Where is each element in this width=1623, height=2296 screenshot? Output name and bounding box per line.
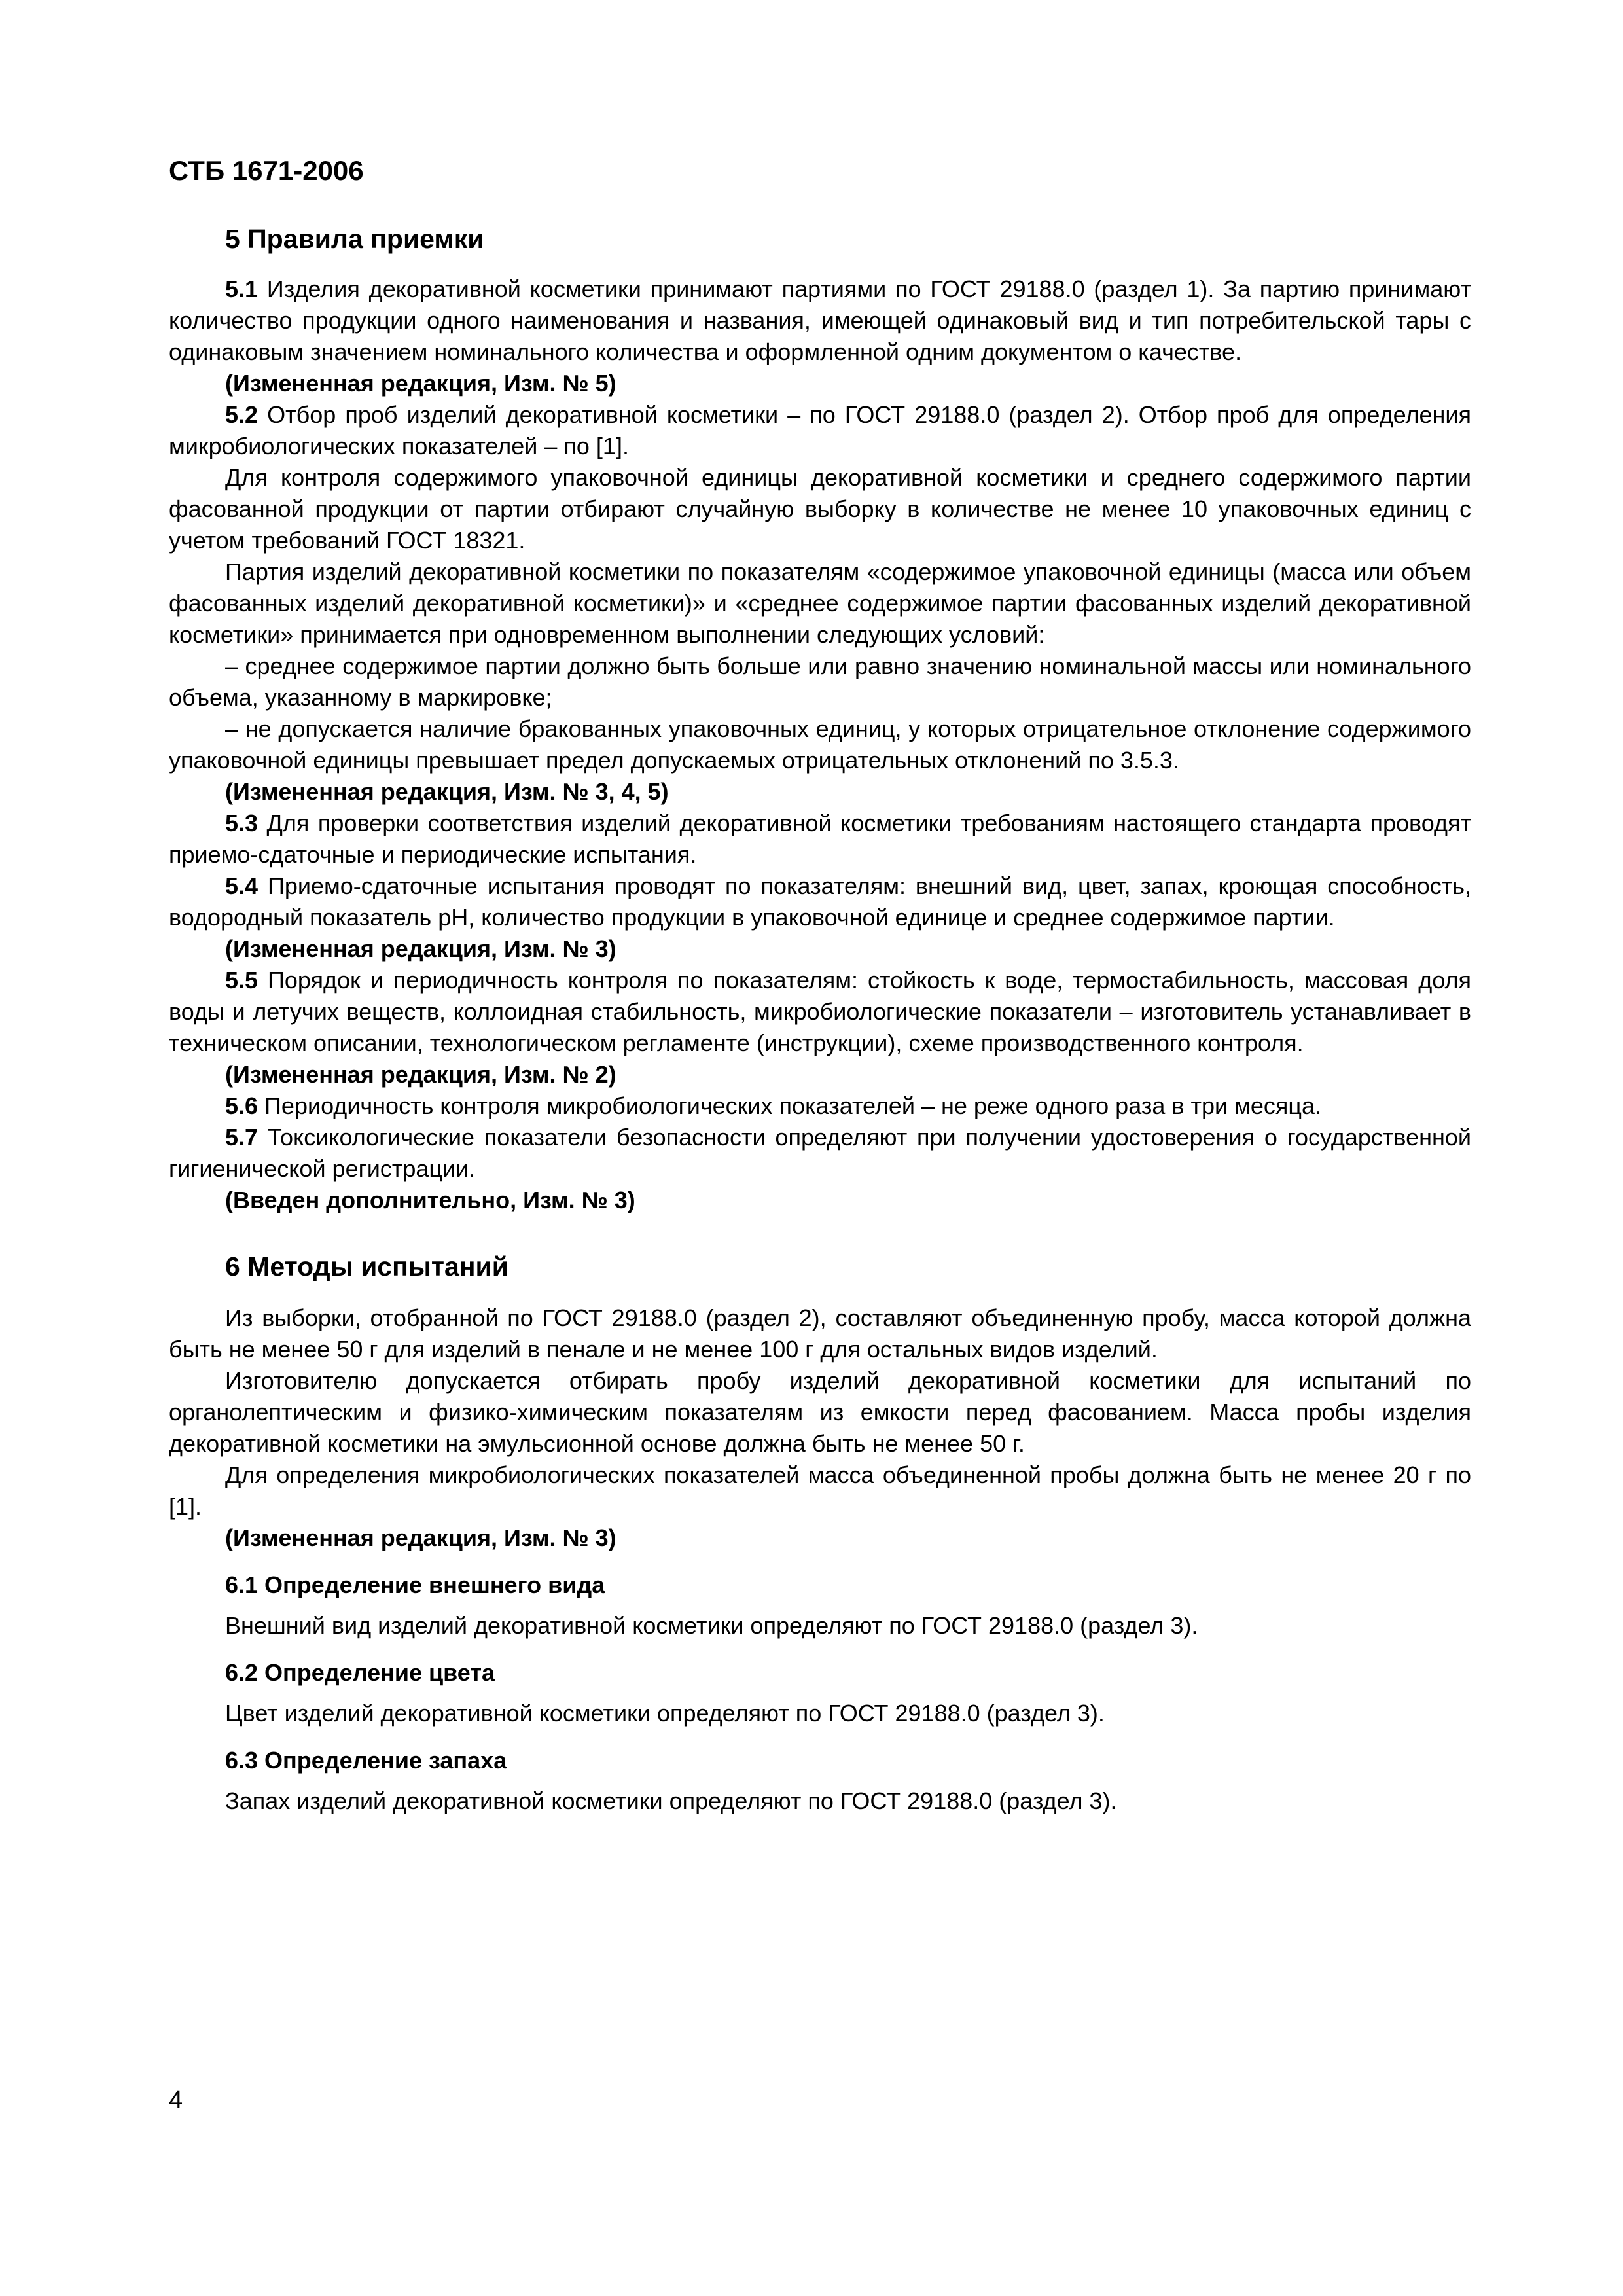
subsection-6-1-text: Внешний вид изделий декоративной косметики определяют по ГОСТ 29188.0 (раздел 3). xyxy=(225,1612,1198,1639)
section-5-heading: 5 Правила приемки xyxy=(225,224,484,254)
paragraph-6-microbio: Для определения микробиологических показателей масса объединенной пробы должна быть не менее 20 г по [1]. xyxy=(169,1462,1471,1520)
subsection-6-2-text: Цвет изделий декоративной косметики определяют по ГОСТ 29188.0 (раздел 3). xyxy=(225,1700,1105,1727)
paragraph-6-sample: Из выборки, отобранной по ГОСТ 29188.0 (раздел 2), составляют объединенную пробу, масса которой должна быть не менее 50 г для изделий в пенале и не менее 100 г для остальных видов изделий. xyxy=(169,1304,1471,1363)
clause-number: 5.5 xyxy=(225,967,259,994)
paragraph-5-4 xyxy=(169,870,1471,933)
subsection-6-1-heading: 6.1 Определение внешнего вида xyxy=(225,1571,605,1598)
amendment-note: (Измененная редакция, Изм. № 2) xyxy=(225,1061,616,1088)
paragraph-5-2-control: Для контроля содержимого упаковочной единицы декоративной косметики и среднего содержимого партии фасованной продукции от партии отбирают случайную выборку в количестве не менее 10 упаковочных единиц с учетом требований ГОСТ 18321. xyxy=(169,464,1471,554)
clause-number: 5.3 xyxy=(225,810,259,836)
list-item-defective: – не допускается наличие бракованных упаковочных единиц, у которых отрицательное отклонение содержимого упаковочной единицы превышает предел допускаемых отрицательных отклонений по 3.5.3. xyxy=(169,715,1471,774)
section-6-heading: 6 Методы испытаний xyxy=(225,1251,508,1282)
page-number: 4 xyxy=(169,2087,183,2114)
clause-text: Приемо-сдаточные испытания проводят по показателям: внешний вид, цвет, запах, кроющая способность, водородный показатель pH, количество продукции в упаковочной единице и среднее содержимое партии. xyxy=(169,872,1471,931)
clause-number: 5.1 xyxy=(225,276,259,302)
clause-text: Отбор проб изделий декоративной косметики – по ГОСТ 29188.0 (раздел 2). Отбор проб для определения микробиологических показателей – по [1]. xyxy=(169,401,1471,459)
paragraph-5-1 xyxy=(169,274,1471,368)
amendment-note: (Измененная редакция, Изм. № 5) xyxy=(225,370,616,397)
clause-number: 5.2 xyxy=(225,401,259,428)
paragraph-5-7 xyxy=(169,1122,1471,1185)
amendment-note: (Введен дополнительно, Изм. № 3) xyxy=(225,1187,635,1213)
amendment-note: (Измененная редакция, Изм. № 3) xyxy=(225,935,616,962)
list-item-average: – среднее содержимое партии должно быть больше или равно значению номинальной массы или номинального объема, указанному в маркировке; xyxy=(169,653,1471,711)
clause-number: 5.6 xyxy=(225,1092,259,1119)
subsection-6-3-heading: 6.3 Определение запаха xyxy=(225,1747,507,1774)
clause-text: Для проверки соответствия изделий декоративной косметики требованиям настоящего стандарта проводят приемо-сдаточные и периодические испытания. xyxy=(169,810,1471,868)
paragraph-5-5 xyxy=(169,965,1471,1059)
paragraph-5-2 xyxy=(169,399,1471,462)
paragraph-5-6 xyxy=(169,1090,1471,1122)
subsection-6-2-heading: 6.2 Определение цвета xyxy=(225,1659,495,1686)
document-body xyxy=(169,223,1471,1817)
clause-text: Периодичность контроля микробиологических показателей – не реже одного раза в три месяца. xyxy=(258,1092,1322,1119)
clause-text: Порядок и периодичность контроля по показателям: стойкость к воде, термостабильность, массовая доля воды и летучих веществ, коллоидная стабильность, микробиологические показатели – изготовитель устанавливает в техническом описании, технологическом регламенте (инструкции), схеме производственного контроля. xyxy=(169,967,1471,1056)
paragraph-6-manufacturer: Изготовителю допускается отбирать пробу изделий декоративной косметики для испытаний по органолептическим и физико-химическим показателям из емкости перед фасованием. Масса пробы изделия декоративной косметики на эмульсионной основе должна быть не менее 50 г. xyxy=(169,1367,1471,1457)
amendment-note: (Измененная редакция, Изм. № 3) xyxy=(225,1524,616,1551)
clause-text: Изделия декоративной косметики принимают партиями по ГОСТ 29188.0 (раздел 1). За партию принимают количество продукции одного наименования и названия, имеющей одинаковый вид и тип потребительской тары с одинаковым значением номинального количества и оформленной одним документом о качестве. xyxy=(169,276,1471,365)
clause-number: 5.4 xyxy=(225,872,259,899)
clause-number: 5.7 xyxy=(225,1124,259,1151)
clause-text: Токсикологические показатели безопасности определяют при получении удостоверения о государственной гигиенической регистрации. xyxy=(169,1124,1471,1182)
paragraph-5-2-batch: Партия изделий декоративной косметики по показателям «содержимое упаковочной единицы (масса или объем фасованных изделий декоративной косметики)» и «среднее содержимое партии фасованных изделий декоративной косметики» принимается при одновременном выполнении следующих условий: xyxy=(169,558,1471,648)
document-code: СТБ 1671-2006 xyxy=(169,155,364,186)
subsection-6-3-text: Запах изделий декоративной косметики определяют по ГОСТ 29188.0 (раздел 3). xyxy=(225,1787,1117,1814)
paragraph-5-3 xyxy=(169,808,1471,870)
amendment-note: (Измененная редакция, Изм. № 3, 4, 5) xyxy=(225,778,669,805)
